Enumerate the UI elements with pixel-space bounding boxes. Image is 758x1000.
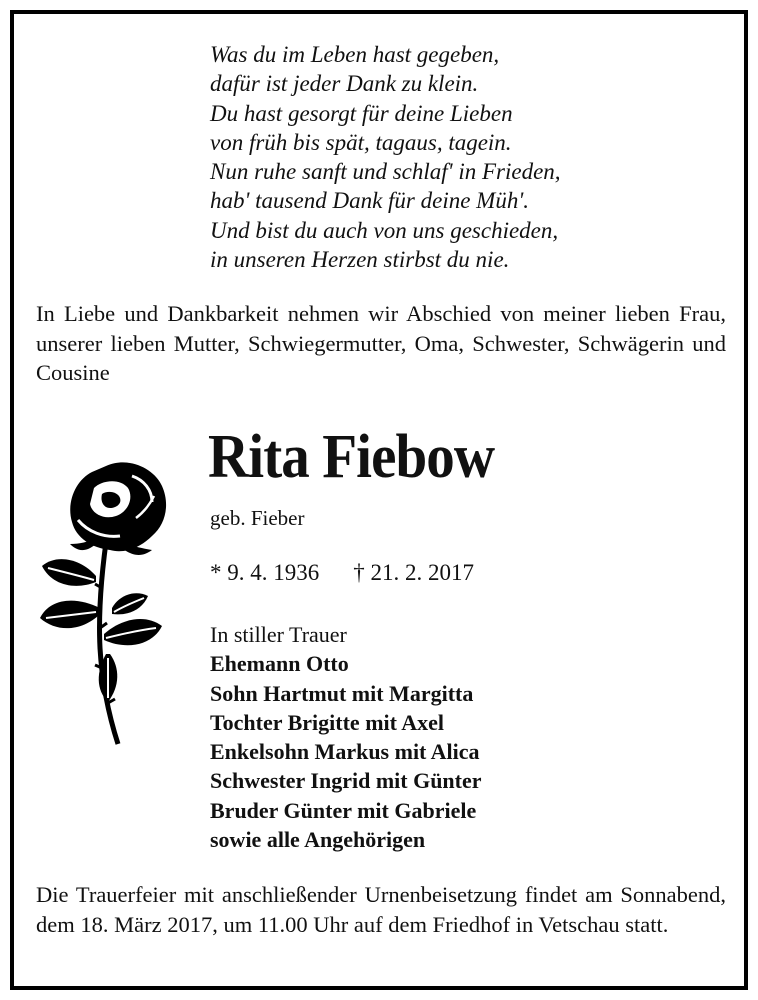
poem-line: Was du im Leben hast gegeben, [210,42,500,67]
poem-line: Nun ruhe sanft und schlaf' in Frieden, [210,159,561,185]
poem-line: hab' tausend Dank für deine Müh'. [210,188,530,214]
mourners [210,620,482,854]
poem-line: dafür ist jeder Dank zu klein. [210,71,479,97]
rose-icon [36,458,176,748]
mourners-lead: In stiller Trauer [210,622,347,647]
mourner-entry: Ehemann Otto [210,651,349,677]
poem-line: von früh bis spät, tagaus, tagein. [210,129,512,155]
maiden-name: geb. Fieber [210,506,305,530]
poem-line: in unseren Herzen stirbst du nie. [210,247,510,273]
obituary-frame [10,10,748,990]
mourner-entry: Sohn Hartmut mit Margitta [210,680,474,706]
poem-line: Und bist du auch von uns geschieden, [210,217,559,243]
poem-line: Du hast gesorgt für deine Lieben [210,100,513,126]
birth-date: * 9. 4. 1936 [210,560,320,585]
mourner-entry: sowie alle Angehörigen [210,827,426,853]
mourner-entry: Tochter Brigitte mit Axel [210,709,445,735]
death-date: † 21. 2. 2017 [353,560,474,585]
mourner-entry: Schwester Ingrid mit Günter [210,768,482,794]
deceased-name: Rita Fiebow [208,423,495,491]
life-dates [210,558,474,588]
mourner-entry: Enkelsohn Markus mit Alica [210,739,480,765]
funeral-info: Die Trauerfeier mit anschließender Urnenbeisetzung findet am Sonnabend, dem 18. März 2017, um 11.00 Uhr auf dem Friedhof in Vetschau statt. [36,882,726,937]
mourner-entry: Bruder Günter mit Gabriele [210,797,477,823]
intro-text: In Liebe und Dankbarkeit nehmen wir Abschied von meiner lieben Frau, unserer lieben Mutter, Schwiegermutter, Oma, Schwester, Schwägerin und Cousine [36,301,726,385]
poem [210,40,630,274]
